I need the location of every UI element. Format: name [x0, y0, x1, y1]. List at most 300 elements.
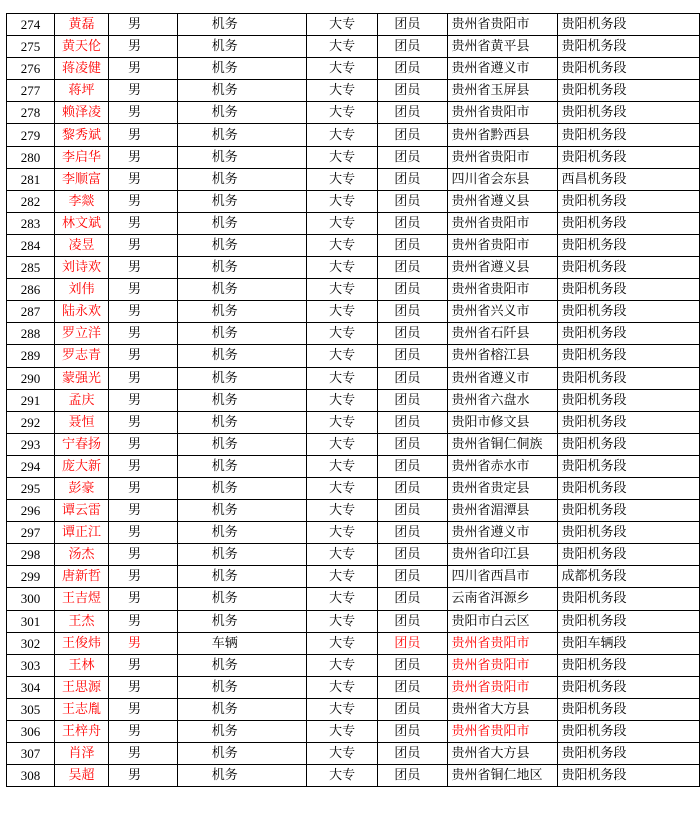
work-unit-cell: 贵阳机务段 — [557, 477, 700, 499]
student-name-cell: 肖泽 — [54, 743, 108, 765]
work-unit-cell: 贵阳机务段 — [557, 367, 700, 389]
student-name-cell: 谭正江 — [54, 522, 108, 544]
row-number-cell: 291 — [7, 389, 55, 411]
gender-cell: 男 — [108, 190, 177, 212]
work-unit-cell: 贵阳机务段 — [557, 654, 700, 676]
work-unit-cell: 贵阳机务段 — [557, 610, 700, 632]
education-cell: 大专 — [306, 345, 378, 367]
department-cell: 机务 — [177, 588, 306, 610]
row-number-cell: 293 — [7, 433, 55, 455]
political-status-cell: 团员 — [378, 743, 447, 765]
hometown-cell: 贵州省贵阳市 — [447, 234, 557, 256]
political-status-cell: 团员 — [378, 212, 447, 234]
student-name-cell: 蒋坪 — [54, 80, 108, 102]
hometown-cell: 贵州省玉屏县 — [447, 80, 557, 102]
student-name-cell: 黄磊 — [54, 14, 108, 36]
row-number-cell: 302 — [7, 632, 55, 654]
department-cell: 机务 — [177, 323, 306, 345]
work-unit-cell: 贵阳机务段 — [557, 500, 700, 522]
department-cell: 车辆 — [177, 632, 306, 654]
row-number-cell: 284 — [7, 234, 55, 256]
gender-cell: 男 — [108, 500, 177, 522]
work-unit-cell: 贵阳机务段 — [557, 743, 700, 765]
row-number-cell: 296 — [7, 500, 55, 522]
work-unit-cell: 贵阳车辆段 — [557, 632, 700, 654]
political-status-cell: 团员 — [378, 588, 447, 610]
table-row — [7, 455, 700, 477]
education-cell: 大专 — [306, 102, 378, 124]
row-number-cell: 287 — [7, 301, 55, 323]
education-cell: 大专 — [306, 301, 378, 323]
hometown-cell: 贵州省印江县 — [447, 544, 557, 566]
work-unit-cell: 贵阳机务段 — [557, 190, 700, 212]
row-number-cell: 274 — [7, 14, 55, 36]
political-status-cell: 团员 — [378, 345, 447, 367]
student-name-cell: 彭豪 — [54, 477, 108, 499]
gender-cell: 男 — [108, 455, 177, 477]
political-status-cell: 团员 — [378, 279, 447, 301]
gender-cell: 男 — [108, 146, 177, 168]
work-unit-cell: 成都机务段 — [557, 566, 700, 588]
work-unit-cell: 贵阳机务段 — [557, 58, 700, 80]
education-cell: 大专 — [306, 610, 378, 632]
political-status-cell: 团员 — [378, 566, 447, 588]
political-status-cell: 团员 — [378, 301, 447, 323]
row-number-cell: 283 — [7, 212, 55, 234]
roster-table — [6, 13, 700, 787]
table-row — [7, 80, 700, 102]
gender-cell: 男 — [108, 212, 177, 234]
row-number-cell: 289 — [7, 345, 55, 367]
gender-cell: 男 — [108, 102, 177, 124]
hometown-cell: 贵州省贵阳市 — [447, 654, 557, 676]
row-number-cell: 277 — [7, 80, 55, 102]
hometown-cell: 贵州省石阡县 — [447, 323, 557, 345]
political-status-cell: 团员 — [378, 654, 447, 676]
gender-cell: 男 — [108, 654, 177, 676]
row-number-cell: 300 — [7, 588, 55, 610]
table-row — [7, 500, 700, 522]
education-cell: 大专 — [306, 146, 378, 168]
hometown-cell: 贵州省遵义市 — [447, 367, 557, 389]
table-row — [7, 36, 700, 58]
student-name-cell: 黄天伦 — [54, 36, 108, 58]
department-cell: 机务 — [177, 212, 306, 234]
hometown-cell: 贵州省黄平县 — [447, 36, 557, 58]
political-status-cell: 团员 — [378, 411, 447, 433]
education-cell: 大专 — [306, 477, 378, 499]
political-status-cell: 团员 — [378, 80, 447, 102]
political-status-cell: 团员 — [378, 124, 447, 146]
political-status-cell: 团员 — [378, 234, 447, 256]
department-cell: 机务 — [177, 58, 306, 80]
row-number-cell: 304 — [7, 676, 55, 698]
work-unit-cell: 贵阳机务段 — [557, 279, 700, 301]
row-number-cell: 281 — [7, 168, 55, 190]
table-row — [7, 168, 700, 190]
hometown-cell: 贵州省大方县 — [447, 743, 557, 765]
department-cell: 机务 — [177, 610, 306, 632]
department-cell: 机务 — [177, 279, 306, 301]
hometown-cell: 四川省会东县 — [447, 168, 557, 190]
table-row — [7, 654, 700, 676]
hometown-cell: 贵州省贵阳市 — [447, 279, 557, 301]
table-row — [7, 212, 700, 234]
gender-cell: 男 — [108, 36, 177, 58]
student-name-cell: 王杰 — [54, 610, 108, 632]
political-status-cell: 团员 — [378, 455, 447, 477]
political-status-cell: 团员 — [378, 389, 447, 411]
row-number-cell: 290 — [7, 367, 55, 389]
student-name-cell: 宁春扬 — [54, 433, 108, 455]
gender-cell: 男 — [108, 632, 177, 654]
table-row — [7, 146, 700, 168]
work-unit-cell: 贵阳机务段 — [557, 257, 700, 279]
table-row — [7, 676, 700, 698]
table-row — [7, 544, 700, 566]
political-status-cell: 团员 — [378, 367, 447, 389]
department-cell: 机务 — [177, 124, 306, 146]
table-row — [7, 345, 700, 367]
work-unit-cell: 贵阳机务段 — [557, 301, 700, 323]
row-number-cell: 295 — [7, 477, 55, 499]
table-row — [7, 433, 700, 455]
hometown-cell: 贵州省贵定县 — [447, 477, 557, 499]
row-number-cell: 303 — [7, 654, 55, 676]
table-row — [7, 721, 700, 743]
hometown-cell: 贵州省贵阳市 — [447, 102, 557, 124]
gender-cell: 男 — [108, 411, 177, 433]
student-name-cell: 林文斌 — [54, 212, 108, 234]
table-row — [7, 698, 700, 720]
education-cell: 大专 — [306, 765, 378, 787]
student-name-cell: 王俊炜 — [54, 632, 108, 654]
work-unit-cell: 贵阳机务段 — [557, 544, 700, 566]
work-unit-cell: 贵阳机务段 — [557, 411, 700, 433]
table-row — [7, 588, 700, 610]
department-cell: 机务 — [177, 455, 306, 477]
gender-cell: 男 — [108, 765, 177, 787]
education-cell: 大专 — [306, 168, 378, 190]
education-cell: 大专 — [306, 234, 378, 256]
work-unit-cell: 贵阳机务段 — [557, 676, 700, 698]
table-row — [7, 58, 700, 80]
department-cell: 机务 — [177, 301, 306, 323]
table-row — [7, 257, 700, 279]
department-cell: 机务 — [177, 500, 306, 522]
work-unit-cell: 贵阳机务段 — [557, 146, 700, 168]
political-status-cell: 团员 — [378, 544, 447, 566]
student-name-cell: 李启华 — [54, 146, 108, 168]
education-cell: 大专 — [306, 743, 378, 765]
student-name-cell: 王思源 — [54, 676, 108, 698]
education-cell: 大专 — [306, 80, 378, 102]
work-unit-cell: 贵阳机务段 — [557, 698, 700, 720]
education-cell: 大专 — [306, 58, 378, 80]
hometown-cell: 贵州省大方县 — [447, 698, 557, 720]
department-cell: 机务 — [177, 721, 306, 743]
department-cell: 机务 — [177, 168, 306, 190]
gender-cell: 男 — [108, 676, 177, 698]
hometown-cell: 贵州省六盘水 — [447, 389, 557, 411]
gender-cell: 男 — [108, 721, 177, 743]
education-cell: 大专 — [306, 323, 378, 345]
gender-cell: 男 — [108, 58, 177, 80]
hometown-cell: 贵州省贵阳市 — [447, 14, 557, 36]
student-name-cell: 李燚 — [54, 190, 108, 212]
department-cell: 机务 — [177, 102, 306, 124]
political-status-cell: 团员 — [378, 632, 447, 654]
education-cell: 大专 — [306, 455, 378, 477]
table-row — [7, 367, 700, 389]
student-name-cell: 刘伟 — [54, 279, 108, 301]
gender-cell: 男 — [108, 257, 177, 279]
political-status-cell: 团员 — [378, 433, 447, 455]
hometown-cell: 贵州省铜仁侗族 — [447, 433, 557, 455]
department-cell: 机务 — [177, 14, 306, 36]
gender-cell: 男 — [108, 522, 177, 544]
education-cell: 大专 — [306, 654, 378, 676]
work-unit-cell: 贵阳机务段 — [557, 124, 700, 146]
education-cell: 大专 — [306, 632, 378, 654]
gender-cell: 男 — [108, 588, 177, 610]
department-cell: 机务 — [177, 676, 306, 698]
student-name-cell: 王林 — [54, 654, 108, 676]
table-row — [7, 279, 700, 301]
education-cell: 大专 — [306, 411, 378, 433]
table-row — [7, 522, 700, 544]
work-unit-cell: 贵阳机务段 — [557, 389, 700, 411]
department-cell: 机务 — [177, 566, 306, 588]
row-number-cell: 286 — [7, 279, 55, 301]
row-number-cell: 288 — [7, 323, 55, 345]
student-name-cell: 黎秀斌 — [54, 124, 108, 146]
gender-cell: 男 — [108, 566, 177, 588]
table-row — [7, 411, 700, 433]
hometown-cell: 贵州省遵义市 — [447, 522, 557, 544]
row-number-cell: 278 — [7, 102, 55, 124]
education-cell: 大专 — [306, 522, 378, 544]
education-cell: 大专 — [306, 14, 378, 36]
political-status-cell: 团员 — [378, 323, 447, 345]
gender-cell: 男 — [108, 477, 177, 499]
department-cell: 机务 — [177, 345, 306, 367]
gender-cell: 男 — [108, 367, 177, 389]
hometown-cell: 贵州省赤水市 — [447, 455, 557, 477]
hometown-cell: 贵州省黔西县 — [447, 124, 557, 146]
table-row — [7, 102, 700, 124]
political-status-cell: 团员 — [378, 102, 447, 124]
department-cell: 机务 — [177, 36, 306, 58]
hometown-cell: 贵州省遵义县 — [447, 190, 557, 212]
row-number-cell: 285 — [7, 257, 55, 279]
gender-cell: 男 — [108, 168, 177, 190]
department-cell: 机务 — [177, 146, 306, 168]
department-cell: 机务 — [177, 654, 306, 676]
student-name-cell: 赖泽凌 — [54, 102, 108, 124]
student-name-cell: 李顺富 — [54, 168, 108, 190]
department-cell: 机务 — [177, 544, 306, 566]
hometown-cell: 贵州省贵阳市 — [447, 721, 557, 743]
table-row — [7, 743, 700, 765]
work-unit-cell: 贵阳机务段 — [557, 80, 700, 102]
political-status-cell: 团员 — [378, 765, 447, 787]
political-status-cell: 团员 — [378, 522, 447, 544]
hometown-cell: 贵州省兴义市 — [447, 301, 557, 323]
hometown-cell: 贵州省榕江县 — [447, 345, 557, 367]
department-cell: 机务 — [177, 765, 306, 787]
gender-cell: 男 — [108, 323, 177, 345]
table-row — [7, 124, 700, 146]
row-number-cell: 298 — [7, 544, 55, 566]
row-number-cell: 306 — [7, 721, 55, 743]
hometown-cell: 贵州省贵阳市 — [447, 146, 557, 168]
education-cell: 大专 — [306, 500, 378, 522]
hometown-cell: 贵州省贵阳市 — [447, 676, 557, 698]
work-unit-cell: 贵阳机务段 — [557, 345, 700, 367]
gender-cell: 男 — [108, 124, 177, 146]
political-status-cell: 团员 — [378, 721, 447, 743]
gender-cell: 男 — [108, 234, 177, 256]
education-cell: 大专 — [306, 257, 378, 279]
row-number-cell: 292 — [7, 411, 55, 433]
work-unit-cell: 西昌机务段 — [557, 168, 700, 190]
work-unit-cell: 贵阳机务段 — [557, 36, 700, 58]
education-cell: 大专 — [306, 190, 378, 212]
gender-cell: 男 — [108, 301, 177, 323]
row-number-cell: 280 — [7, 146, 55, 168]
hometown-cell: 贵州省遵义市 — [447, 58, 557, 80]
education-cell: 大专 — [306, 698, 378, 720]
hometown-cell: 贵阳市白云区 — [447, 610, 557, 632]
table-row — [7, 632, 700, 654]
student-name-cell: 王梓舟 — [54, 721, 108, 743]
political-status-cell: 团员 — [378, 676, 447, 698]
work-unit-cell: 贵阳机务段 — [557, 102, 700, 124]
roster-body — [7, 14, 700, 787]
student-name-cell: 陆永欢 — [54, 301, 108, 323]
row-number-cell: 305 — [7, 698, 55, 720]
political-status-cell: 团员 — [378, 698, 447, 720]
political-status-cell: 团员 — [378, 168, 447, 190]
table-row — [7, 389, 700, 411]
hometown-cell: 贵州省贵阳市 — [447, 212, 557, 234]
education-cell: 大专 — [306, 367, 378, 389]
education-cell: 大专 — [306, 721, 378, 743]
hometown-cell: 贵州省湄潭县 — [447, 500, 557, 522]
student-name-cell: 庞大新 — [54, 455, 108, 477]
table-row — [7, 190, 700, 212]
work-unit-cell: 贵阳机务段 — [557, 234, 700, 256]
education-cell: 大专 — [306, 544, 378, 566]
education-cell: 大专 — [306, 389, 378, 411]
political-status-cell: 团员 — [378, 257, 447, 279]
education-cell: 大专 — [306, 279, 378, 301]
row-number-cell: 279 — [7, 124, 55, 146]
row-number-cell: 307 — [7, 743, 55, 765]
department-cell: 机务 — [177, 257, 306, 279]
work-unit-cell: 贵阳机务段 — [557, 522, 700, 544]
student-name-cell: 汤杰 — [54, 544, 108, 566]
student-name-cell: 王志胤 — [54, 698, 108, 720]
department-cell: 机务 — [177, 477, 306, 499]
gender-cell: 男 — [108, 610, 177, 632]
work-unit-cell: 贵阳机务段 — [557, 323, 700, 345]
table-row — [7, 301, 700, 323]
gender-cell: 男 — [108, 279, 177, 301]
student-name-cell: 吴超 — [54, 765, 108, 787]
department-cell: 机务 — [177, 522, 306, 544]
hometown-cell: 云南省洱源乡 — [447, 588, 557, 610]
student-name-cell: 罗立洋 — [54, 323, 108, 345]
department-cell: 机务 — [177, 80, 306, 102]
work-unit-cell: 贵阳机务段 — [557, 212, 700, 234]
education-cell: 大专 — [306, 566, 378, 588]
row-number-cell: 308 — [7, 765, 55, 787]
gender-cell: 男 — [108, 743, 177, 765]
department-cell: 机务 — [177, 190, 306, 212]
education-cell: 大专 — [306, 433, 378, 455]
political-status-cell: 团员 — [378, 36, 447, 58]
political-status-cell: 团员 — [378, 500, 447, 522]
hometown-cell: 贵州省铜仁地区 — [447, 765, 557, 787]
department-cell: 机务 — [177, 411, 306, 433]
hometown-cell: 贵州省遵义县 — [447, 257, 557, 279]
table-row — [7, 234, 700, 256]
gender-cell: 男 — [108, 389, 177, 411]
table-row — [7, 566, 700, 588]
political-status-cell: 团员 — [378, 14, 447, 36]
political-status-cell: 团员 — [378, 190, 447, 212]
work-unit-cell: 贵阳机务段 — [557, 765, 700, 787]
hometown-cell: 四川省西昌市 — [447, 566, 557, 588]
education-cell: 大专 — [306, 36, 378, 58]
table-row — [7, 610, 700, 632]
department-cell: 机务 — [177, 433, 306, 455]
hometown-cell: 贵州省贵阳市 — [447, 632, 557, 654]
row-number-cell: 297 — [7, 522, 55, 544]
education-cell: 大专 — [306, 676, 378, 698]
student-name-cell: 蒙强光 — [54, 367, 108, 389]
student-name-cell: 唐新哲 — [54, 566, 108, 588]
table-row — [7, 765, 700, 787]
work-unit-cell: 贵阳机务段 — [557, 455, 700, 477]
gender-cell: 男 — [108, 433, 177, 455]
department-cell: 机务 — [177, 367, 306, 389]
student-name-cell: 孟庆 — [54, 389, 108, 411]
education-cell: 大专 — [306, 212, 378, 234]
education-cell: 大专 — [306, 588, 378, 610]
political-status-cell: 团员 — [378, 58, 447, 80]
student-name-cell: 刘诗欢 — [54, 257, 108, 279]
student-name-cell: 蒋凌健 — [54, 58, 108, 80]
row-number-cell: 294 — [7, 455, 55, 477]
gender-cell: 男 — [108, 345, 177, 367]
row-number-cell: 282 — [7, 190, 55, 212]
political-status-cell: 团员 — [378, 477, 447, 499]
student-name-cell: 王吉煜 — [54, 588, 108, 610]
student-name-cell: 谭云雷 — [54, 500, 108, 522]
row-number-cell: 301 — [7, 610, 55, 632]
row-number-cell: 299 — [7, 566, 55, 588]
department-cell: 机务 — [177, 743, 306, 765]
political-status-cell: 团员 — [378, 610, 447, 632]
table-row — [7, 323, 700, 345]
work-unit-cell: 贵阳机务段 — [557, 721, 700, 743]
work-unit-cell: 贵阳机务段 — [557, 433, 700, 455]
row-number-cell: 276 — [7, 58, 55, 80]
political-status-cell: 团员 — [378, 146, 447, 168]
